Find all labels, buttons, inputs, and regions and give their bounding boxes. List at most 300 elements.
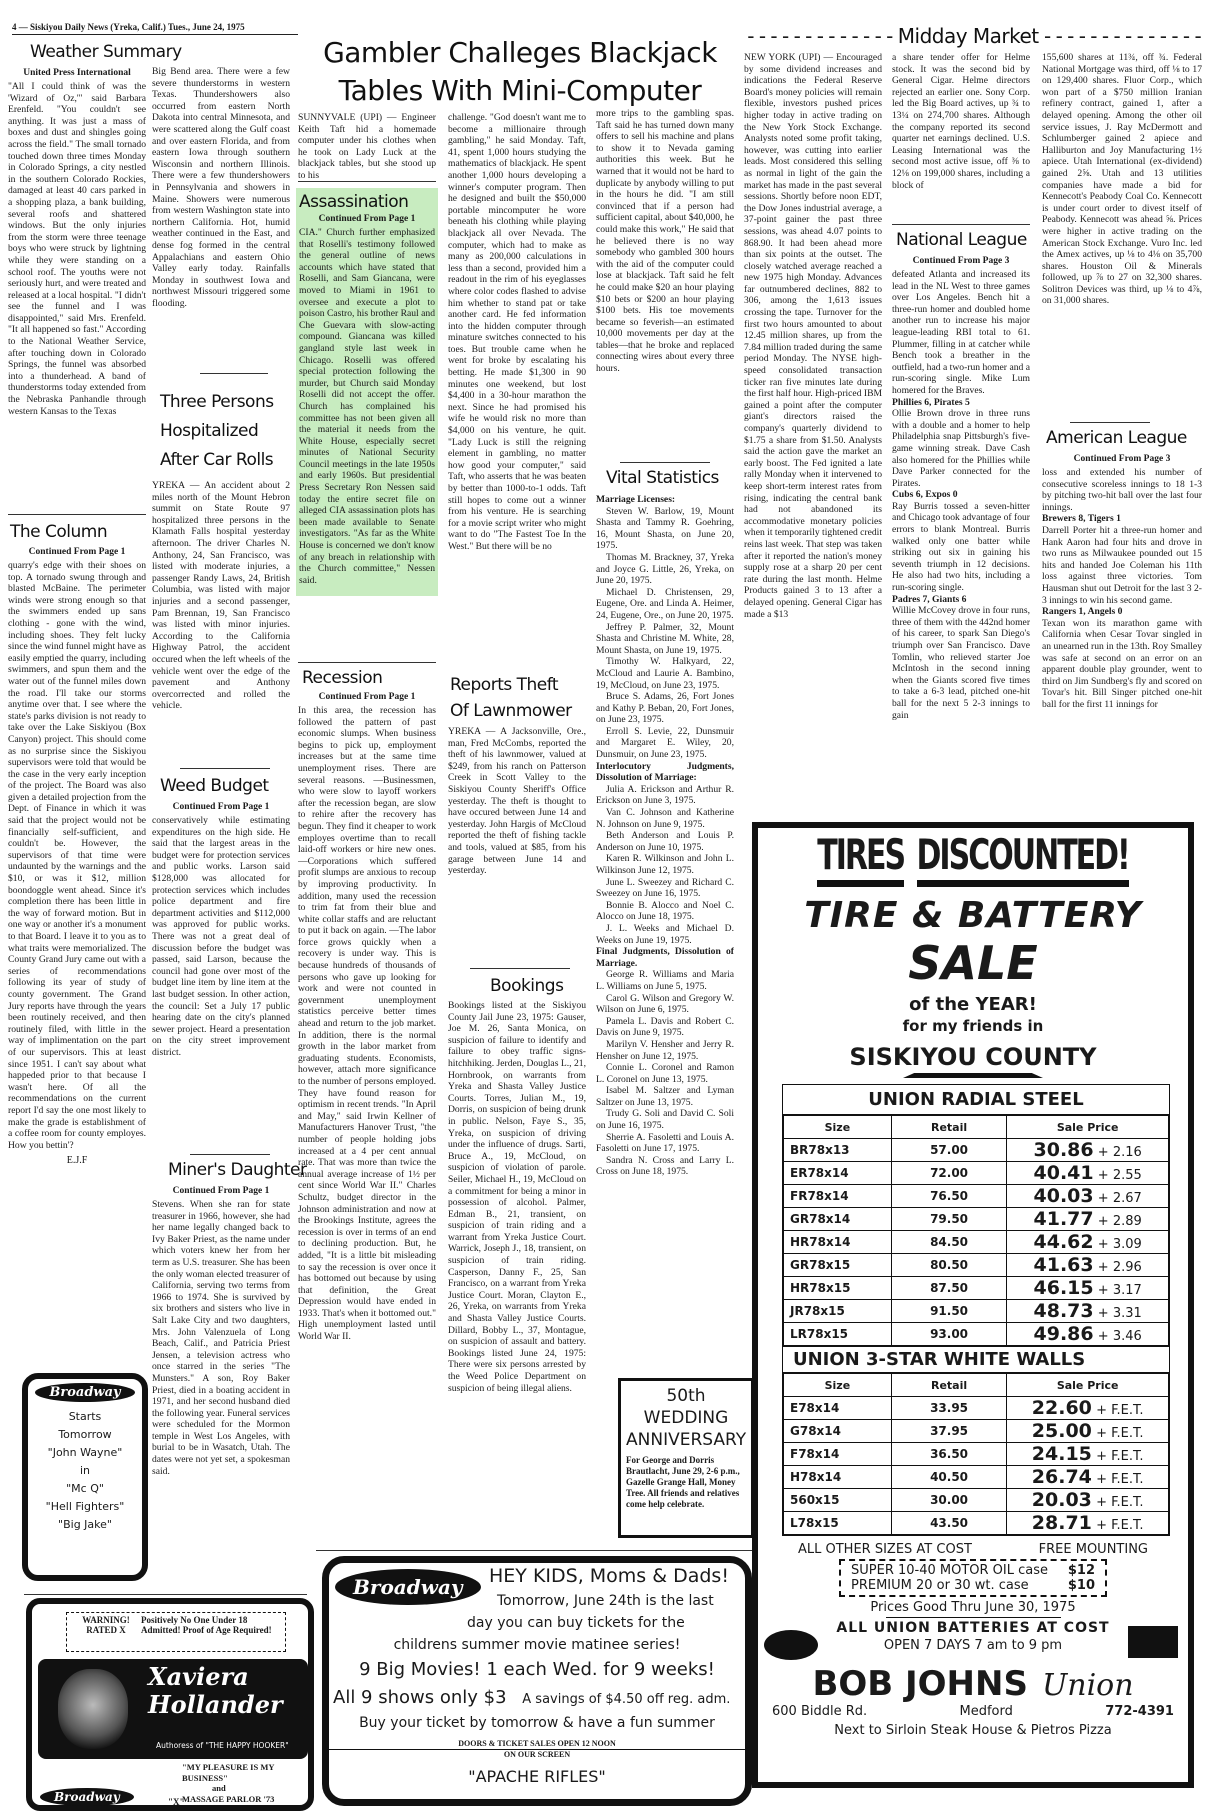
county-name: SISKIYOU COUNTY — [849, 1043, 1097, 1071]
star-tagline: Authoress of "THE HAPPY HOOKER" — [156, 1741, 289, 1750]
headline-line: After Car Rolls — [160, 450, 274, 470]
retail-price: 33.95 — [891, 1397, 1007, 1420]
tire-size: H78x14 — [784, 1466, 892, 1489]
rating-label: "X" — [168, 1797, 185, 1807]
tire-row — [784, 1277, 1169, 1300]
sale-price-cell — [1007, 1489, 1169, 1512]
vital-record: Erroll S. Levie, 22, Dunsmuir and Margaret E. Wiley, 20, Dunsmuir, on June 23, 1975. — [596, 725, 734, 761]
divider — [316, 1550, 752, 1551]
retail-price: 57.00 — [891, 1139, 1007, 1162]
retail-price: 76.50 — [891, 1185, 1007, 1208]
game-score: Rangers 1, Angels 0 — [1042, 606, 1123, 618]
recession-byline: Continued From Page 1 — [318, 692, 416, 702]
retail-price: 93.00 — [891, 1323, 1007, 1346]
vital-record: Sherrie A. Fasoletti and Louis A. Fasoletti on June 17, 1975. — [596, 1131, 734, 1155]
city: Medford — [959, 1704, 1013, 1719]
tire-size: 560x15 — [784, 1489, 892, 1512]
on-screen-label: ON OUR SCREEN — [329, 1749, 745, 1759]
oil-price: $12 — [1067, 1563, 1095, 1578]
tire-row — [784, 1162, 1169, 1185]
sale-subhead: of the YEAR! — [909, 994, 1037, 1015]
tire-battery-sale-ad — [752, 822, 1194, 1788]
vital-record: J. L. Weeks and Michael D. Weeks on June 19, 1975. — [596, 922, 734, 946]
retail-price: 36.50 — [891, 1443, 1007, 1466]
fet-amount: + F.E.T. — [1096, 1518, 1144, 1533]
final-judgment-list — [596, 969, 734, 1178]
tire-size: FR78x14 — [784, 1185, 892, 1208]
article-text: Stevens. When she ran for state treasurer in 1966, however, she had her name legally changed back to Ivy Baker Priest, as the name under which voters knew her from her term as U.S. treasurer. She has been the only woman elected treasurer of California, serving two terms from 1966 to 1974. She is survived by six brothers and sisters who live in Salt Lake City and two daughters, Mrs. John Valenzuela of Long Beach, Calif., and Patricia Priest Jensen, a television actress who once starred in the series "The Munsters." A son, Roy Baker Priest, died in a boating accident in 1971, and her second husband died the following year. Funeral services were scheduled for the Mormon temple in West Los Angeles, with burial to be in Wasatch, Utah. The dates were not yet set, a spokesman said. — [152, 1199, 290, 1477]
tire-size: GR78x15 — [784, 1254, 892, 1277]
article-text: Ollie Brown drove in three runs with a double and a homer to help Philadelphia snap Pittsburgh's five-game winning streak. Dave Cash also homered for the Phillies while Dave Parker connected for the Pirates. — [892, 408, 1030, 489]
article-text: YREKA — A Jacksonville, Ore., man, Fred McCombs, reported the theft of his lawnmower, valued at $249, from his ranch on Patterson Creek in Scott Valley to the Siskiyou County Sheriff's Office yesterday. The theft is thought to have occured between June 14 and yesterday. John Hargis of McCloud reported the theft of fishing tackle and tools, valued at $85, from his garage between June 14 and yesterday. — [448, 726, 586, 877]
national-league-byline: Continued From Page 3 — [912, 256, 1010, 266]
tire-size: GR78x14 — [784, 1208, 892, 1231]
weather-headline: Weather Summary — [30, 42, 182, 62]
divider — [470, 968, 570, 969]
article-text: Texan won its marathon game with California when Cesar Tovar singled in an unearned run in the 13th. Roy Smalley was safe at second on an error on an apparent double play grounder, went to third on Jim Sundberg's fly and scored on Tovar's hit. Bill Singer pitched one-hit ball for the first 11 innings for — [1042, 617, 1202, 710]
ad-line: Tomorrow — [58, 1428, 112, 1441]
article-text: Ray Burris tossed a seven-hitter and Chicago took advantage of four errors to blank Montreal. Burris walked only one batter while striking out six in gaining his seventh triumph in 12 decisions. He also had two hits, including a run-scoring single. — [892, 500, 1030, 594]
whitewall-price-table — [783, 1373, 1169, 1535]
gambler-lede — [298, 112, 436, 182]
ad-line: "Mc Q" — [66, 1482, 104, 1495]
prices-good-note: Prices Good Thru June 30, 1975 — [870, 1600, 1076, 1615]
recession-headline: Recession — [302, 668, 383, 688]
vital-record: Trudy G. Soli and David C. Soli on June 16, 1975. — [596, 1108, 734, 1132]
address: 600 Biddle Rd. — [772, 1704, 868, 1719]
anniversary-ad — [618, 1378, 754, 1538]
ad-line: Tomorrow, June 24th is the last — [497, 1593, 714, 1609]
anniversary-title — [626, 1385, 746, 1451]
game-score: Phillies 6, Pirates 5 — [892, 396, 970, 408]
article-text: Bookings listed at the Siskiyou County Jail June 23, 1975: Gauser, Joe M. 26, Santa Monica, on suspicion of failure to identify and failure to obey traffic signs-hitchhiking. Jerden, Douglas L., 21, Hornbrook, on warrants from Yreka and Shasta Valley Justice Courts. Torres, Julian M., 19, Dorris, on suspicion of being drunk in public. Nelson, Faye S., 35, Yreka, on suspicion of driving under the influence of drugs. Sarti, Bruce A., 19, McCloud, on suspicion of violation of parole. Seiler, Michael H., 19, McCloud on a commitment for being a minor in possession of alcohol. Palmer, Edman B., 21, transient, on suspicion of train riding and a warrant from Yreka Justice Court. Warrick, Joseph J., 18, transient, on suspicion of train riding. Casperson, Danny F., 25, San Francisco, on a warrant from Yreka Justice Court. Moran, Clayton E., 26, Yreka, on warrants from Yreka and Shasta Valley Justice Courts. Dillard, Bobby L., 37, Montague, on suspicion of assault and battery. Bookings listed June 24, 1975: There were six persons arrested by the Weed Police Department on suspicion of being illegal aliens. — [448, 1000, 586, 1394]
retail-price: 80.50 — [891, 1254, 1007, 1277]
sale-price: 44.62 — [1033, 1231, 1094, 1253]
sale-price-cell — [1007, 1323, 1169, 1346]
other-sizes-note: ALL OTHER SIZES AT COST — [798, 1542, 972, 1557]
article-text: defeated Atlanta and increased its lead in the NL West to three games over Los Angeles. Bench hit a three-run homer and doubled home another run to increase his major league-leading RBI total to 61. Plummer, filling in at catcher while Bench took a breather in the outfield, had a two-run homer and a run-scoring single. Mike Lum homered for the Braves. — [892, 269, 1030, 396]
sale-price-cell — [1007, 1254, 1169, 1277]
broadway-logo: Broadway — [35, 1383, 134, 1402]
banner-word: DISCOUNTED! — [917, 831, 1129, 887]
column-header: Sale Price — [1007, 1374, 1169, 1397]
mounting-note: FREE MOUNTING — [1038, 1542, 1148, 1557]
sale-price-cell — [1007, 1443, 1169, 1466]
broadway-logo-block — [335, 1569, 481, 1605]
national-league-headline: National League — [896, 230, 1027, 250]
article-text: YREKA — An accident about 2 miles north of the Mount Hebron summit on State Route 97 hospitalized three persons in the Klamath Falls hospital yesterday afternoon. The driver Charles N. Anthony, 24, San Francisco, was listed with moderate injuries, a passenger Randy Laws, 24, British Columbia, was listed with major injuries and a second passenger, Pam Brennan, 19, San Francisco was listed with minor injuries. According to the California Highway Patrol, the accident occured when the left wheels of the vehicle went over the edge of the pavement and Anthony overcorrected and rolled the vehicle. — [152, 480, 290, 712]
sale-price-cell — [1007, 1162, 1169, 1185]
dealer-name-row — [758, 1664, 1188, 1704]
sale-price: 28.71 — [1031, 1512, 1092, 1534]
divider — [298, 662, 436, 663]
miners-daughter-body — [152, 1184, 290, 1574]
feature-title: "APACHE RIFLES" — [468, 1767, 606, 1786]
weed-budget-byline: Continued From Page 1 — [172, 802, 270, 812]
divider — [892, 224, 1030, 225]
broadway-kids-ad — [322, 1556, 752, 1806]
gambler-col-3 — [596, 108, 734, 456]
column-header: Sale Price — [1007, 1116, 1169, 1139]
fet-amount: + F.E.T. — [1096, 1495, 1144, 1510]
tire-row — [784, 1489, 1169, 1512]
divider — [886, 1617, 1061, 1618]
headline-line: Tables With Mini-Computer — [338, 74, 702, 107]
fet-amount: + 3.17 — [1097, 1283, 1142, 1298]
portrait-photo — [58, 1669, 128, 1749]
sale-price-cell — [1007, 1466, 1169, 1489]
miners-daughter-headline: Miner's Daughter — [168, 1160, 307, 1180]
broadway-logo: Broadway — [40, 1788, 134, 1806]
american-league-byline: Continued From Page 3 — [1073, 454, 1171, 464]
headline-line: Gambler Challeges Blackjack — [323, 36, 717, 69]
sale-subhead: for my friends in — [902, 1017, 1044, 1035]
vital-record: Isabel M. Saltzer and Lyman Saltzer on June 13, 1975. — [596, 1085, 734, 1108]
national-league-body — [892, 254, 1030, 820]
star-name — [148, 1663, 283, 1719]
tire-size: BR78x13 — [784, 1139, 892, 1162]
tire-size: LR78x15 — [784, 1323, 892, 1346]
sale-price: 41.63 — [1033, 1254, 1094, 1276]
sale-price: 41.77 — [1033, 1208, 1094, 1230]
sale-price: 40.41 — [1033, 1162, 1094, 1184]
headline-line: Hospitalized — [160, 421, 259, 441]
market-col-1 — [744, 52, 882, 818]
broadway-john-wayne-ad — [22, 1373, 148, 1581]
article-text: In this area, the recession has followed the pattern of past economic slumps. When business begins to pick up, employment increases but at the same time unemployment rises. There are several reasons. —Businessmen, who were slow to layoff workers after the recession began, are slow to rehire after the recovery has begun. They find it cheaper to work employes overtime than to recall laid-off workers or hire new ones. —Corporations which suffered profit slumps are anxious to recoup by improving productivity. In addition, many used the recession to trim fat from their blue and white collar staffs and are reluctant to put it back on again. —The labor force grows quickly when a recovery is under way. This is because hundreds of thousands of persons who gave up looking for work and were not counted in government unemployment statistics perceive better times ahead and return to the job market. In addition, there is the normal growth in the labor market from graduating students. Economists, however, attach more significance to the number of persons employed. They have found reason for optimism in recent trends. "In April and May," said Irwin Kellner of Manufacturers Hanover Trust, "the number of people holding jobs increased at a 4 per cent annual rate. That was more than twice the annual average increase of 1½ per cent since World War II." Charles Schultz, budget director in the Johnson administration and now at the Brookings Institute, agrees the recession is over in terms of an end to declining production. But, he added, "It is a little bit misleading to say the recession is over once it has bottomed out because by using that definition, the Great Depression would have ended in 1933. That's when it bottomed out." High unemployment lasted until World War II. — [298, 705, 436, 1343]
tire-row — [784, 1323, 1169, 1346]
ad-line: "John Wayne" — [47, 1446, 123, 1459]
retail-price: 87.50 — [891, 1277, 1007, 1300]
gambler-headline — [300, 34, 740, 110]
retail-price: 30.00 — [891, 1489, 1007, 1512]
age-notice: Positively No One Under 18 Admitted! Proof of Age Required! — [141, 1615, 272, 1635]
vital-record: Bruce S. Adams, 26, Fort Jones and Kathy P. Beban, 20, Fort Jones, on June 23, 1975. — [596, 691, 734, 726]
recession-body — [298, 690, 436, 1580]
weather-byline: United Press International — [23, 68, 131, 78]
marriage-list — [596, 506, 734, 761]
vital-record: Bonnie B. Alocco and Noel C. Alocco on June 18, 1975. — [596, 899, 734, 923]
weed-budget-headline: Weed Budget — [160, 776, 269, 796]
sale-price: 48.73 — [1033, 1300, 1094, 1322]
radial-price-table — [783, 1115, 1169, 1346]
weather-col-1 — [8, 66, 146, 506]
column-header: Size — [784, 1116, 892, 1139]
article-text: 155,600 shares at 11¾, off ¾. Federal National Mortgage was third, off ⅛ to 17 on 129,400 shares. Fluor Corp., which won part of a $750 million Iranian refinery contract, gained 1, after a delayed opening. Among the other oil service issues, J. Ray McDermott and Schlumberger gained 2 apiece and Halliburton and Joy Manufacturing 1½ apiece. Utah International (ex-dividend) gained 2⅝. Utah and 13 utilities companies have made a bid for Kennecott's Peabody Coal Co. Kennecott is under court order to divest itself of Peabody. Kennecott was ahead ⅝. Prices were higher in active trading on the American Stock Exchange. Vuro Inc. led the Amex actives, up ⅛ to 4⅛ on 35,700 shares. Houston Oil & Minerals followed, up ⅞ to 27 on 32,300 shares. Solitron Devices was third, up ⅛ to 4⅞, on 31,000 shares. — [1042, 52, 1202, 307]
tire-row — [784, 1512, 1169, 1535]
tire-size: G78x14 — [784, 1420, 892, 1443]
article-text: CIA." Church further emphasized that Roselli's testimony followed the general outline of news accounts which have stated that Roselli, and Sam Giancana, were moved to Miami in 1961 to oversee and execute a plot to poison Castro, his brother Raul and Che Guevara with slow-acting compound. Giancana was killed gangland style last week in Chicago. Roselli was offered special protection following the murder, but Church said Monday Roselli did not accept the offer. Church has complained his committee has not been given all the material it needs from the White House, especially secret minutes of National Security Council meetings in the late 1950s and early 1960s. But presidential Press Secretary Ron Nessen said today the entire secret file on alleged CIA assassination plots has been made available to Senate investigators. "As far as the White House is concerned we don't know of any breach in relationship with the Church committee," Nessen said. — [299, 227, 435, 586]
retail-price: 84.50 — [891, 1231, 1007, 1254]
american-league-headline: American League — [1046, 428, 1187, 448]
vital-record: Jeffrey P. Palmer, 32, Mount Shasta and Christine M. White, 28, Mount Shasta, on June 19, 1975. — [596, 621, 734, 656]
doors-notice: DOORS & TICKET SALES OPEN 12 NOON — [458, 1739, 616, 1748]
theft-body — [448, 726, 586, 966]
ad-line: 50th — [666, 1386, 706, 1406]
batteries-note: ALL UNION BATTERIES AT COST — [836, 1620, 1110, 1636]
sale-price-cell — [1007, 1277, 1169, 1300]
signature: E.J.F — [66, 1155, 88, 1167]
fet-amount: + 2.67 — [1097, 1191, 1142, 1206]
photo-panel — [38, 1659, 308, 1759]
article-text: more trips to the gambling spas. Taft said he has turned down many offers to sell his machine and plans to show it to Nevada gaming authorities this week. But he warned that it would not be hard to duplicate by anybody willing to put in the hours he did. "I am still convinced that if a person had sufficient capital, about $40,000, he could make this work," He said that he believed there is no way somebody who gambled 300 hours with the aid of the computer could lose at blackjack. Taft said he felt he could make $20 an hour playing $10 bets or $200 an hour playing $100 bets. His toe movements became so feverish—an estimated 10,000 movements per day at the tables—that he broke and replaced connecting wires about every three hours. — [596, 108, 734, 375]
ad-line: in — [79, 1464, 91, 1477]
bookings-body — [448, 1000, 586, 1560]
fet-amount: + 2.55 — [1097, 1168, 1142, 1183]
sale-price-cell — [1007, 1139, 1169, 1162]
sale-price-cell — [1007, 1231, 1169, 1254]
fet-amount: + 2.89 — [1097, 1214, 1142, 1229]
vital-record: Connie L. Coronel and Ramon L. Coronel on June 13, 1975. — [596, 1062, 734, 1085]
tire-size: ER78x14 — [784, 1162, 892, 1185]
the-column-body — [8, 545, 146, 1365]
gambler-col-2 — [448, 112, 586, 664]
tire-size: HR78x15 — [784, 1277, 892, 1300]
theft-headline — [450, 672, 572, 724]
assassination-headline: Assassination — [299, 192, 409, 212]
tire-size: F78x14 — [784, 1443, 892, 1466]
sale-price-cell — [1007, 1397, 1169, 1420]
oil-label: SUPER 10-40 MOTOR OIL case — [851, 1563, 1049, 1578]
sale-price: 24.15 — [1031, 1443, 1092, 1465]
ad-line: Buy your ticket by tomorrow & have a fun summer — [359, 1715, 715, 1731]
article-text: conservatively while estimating expenditures on the high side. He said that the largest areas in the budget were for protection services and public works. Larson said $128,000 was allocated for protection services which includes police department and fire department activities and $112,000 was approved for public works. There was not a great deal of discussion before the budget was passed, said Larson, because the council had gone over most of the budget line item by line item at the last budget session. In other action, the council: Set a July 17 public hearing date on the city's planned sewer project. Heard a presentation on the city street improvement district. — [152, 815, 290, 1058]
sale-price: 25.00 — [1031, 1420, 1092, 1442]
motor-oil-box — [839, 1559, 1107, 1597]
ad-line: Starts — [68, 1410, 102, 1423]
sale-price-cell — [1007, 1208, 1169, 1231]
banner-word: TIRES — [817, 831, 904, 887]
fet-amount: + 3.46 — [1097, 1329, 1142, 1344]
anniversary-text: For George and Dorris Brautlacht, June 29, 2-6 p.m., Gazelle Grange Hall, Money Tree. All friends and relatives come help celebrate. — [626, 1455, 740, 1509]
fet-amount: + F.E.T. — [1096, 1449, 1144, 1464]
and-label: and — [212, 1783, 226, 1793]
sale-price: 30.86 — [1033, 1139, 1094, 1161]
tire-row — [784, 1300, 1169, 1323]
market-col-2 — [892, 52, 1030, 220]
column-header: Retail — [891, 1374, 1007, 1397]
ad-line: ANNIVERSARY — [626, 1430, 747, 1450]
car-rolls-body — [152, 480, 290, 760]
fet-amount: + F.E.T. — [1096, 1426, 1144, 1441]
sale-price: 22.60 — [1031, 1397, 1092, 1419]
sale-price-cell — [1007, 1512, 1169, 1535]
the-column-byline: Continued From Page 1 — [28, 547, 126, 557]
union-brand: Union — [1041, 1668, 1134, 1703]
vital-record: Carol G. Wilson and Gregory W. Wilson on June 6, 1975. — [596, 992, 734, 1016]
section-heading: Final Judgments, Dissolution of Marriage. — [596, 946, 734, 969]
assassination-article — [296, 188, 438, 596]
sale-price: 49.86 — [1033, 1323, 1094, 1345]
sale-price-cell — [1007, 1300, 1169, 1323]
market-heading-row: - - - - - - - - - - - - - Midday Market - - - - - - - - - - - - - - — [747, 24, 1201, 48]
the-column-headline: The Column — [10, 522, 108, 542]
column-header: Size — [784, 1374, 892, 1397]
vital-stats-body — [596, 494, 734, 1372]
weather-body-2: Big Bend area. There were a few severe thunderstorms in western Texas. Thundershowers also occurred from eastern North Dakota into central Minnesota, and were scattered along the Gulf coast and over eastern Florida, and from eastern Iowa through southern Wisconsin and northern Illinois. There were a few thundershowers in Pennsylvania and showers in Maine. Showers were numerous from western Washington state into northern California. Hot, humid weather continued in the East, and dense fog formed in the central Appalachians and eastern Ohio Valley early today. Rainfalls Monday in southwest Iowa and northwest Missouri triggered some flooding. — [152, 66, 290, 309]
interlocutory-list — [596, 784, 734, 946]
divider — [298, 181, 436, 182]
column-header: Retail — [891, 1116, 1007, 1139]
vital-record: George R. Williams and Maria L. Williams on June 5, 1975. — [596, 969, 734, 992]
tire-row — [784, 1231, 1169, 1254]
vital-stats-headline: Vital Statistics — [606, 468, 719, 488]
underline-bar — [903, 1073, 1043, 1078]
rated-x-warning — [66, 1612, 286, 1652]
retail-price: 79.50 — [891, 1208, 1007, 1231]
price-offer: All 9 shows only $3 — [333, 1687, 507, 1708]
article-text: quarry's edge with their shoes on top. A tornado swung through and blasted McBaine. The perimeter winds were strong enough so that the swimmers ended up sans clothing - gone with the wind, including shoes. They felt lucky since the wind funnel might have as easily emptied the quarry, including swimmers, and spun them and the water out of the funnel miles down the road. I'll take our storms anytime over that. I see where the state's parks division is not ready to take over the Lake Siskiyou (Box Canyon) project. This should come as no surprise since the Siskiyou supervisors were told that would be the case in the very early inception of the project. The Board was also given a detailed projection from the Dept. of Finance in which it was said that the project would not be financially self-sufficient, and couldn't be. However, the supervisors of that time were undaunted by the warnings and the $10, or was it $12, million boondoggle went ahead. Since it's completion there has been little in the way of forward motion. But in one way or another it's a monument to that Board. I leave it to you as to what traits were memorialized. The County Grand Jury came out with a series of recommendations following its year of study of county government. The Grand Jury reports have through the years been routinely received, and then routinely filed, with little in the way of implimentation on the part of our supervisors. This at least since 1951. I can't say about what happeded prior to that because I wasn't here. Of all the recommendations on the current report I'd say the one most likely to make the grade is establishment of a coffee room for county employes. How you bettin'? — [8, 560, 146, 1151]
location-note: Next to Sirloin Steak House & Pietros Pizza — [834, 1723, 1112, 1738]
tire-row — [784, 1466, 1169, 1489]
retail-price: 43.50 — [891, 1512, 1007, 1535]
oil-label: PREMIUM 20 or 30 wt. case — [851, 1578, 1029, 1593]
retail-price: 37.95 — [891, 1420, 1007, 1443]
miners-daughter-byline: Continued From Page 1 — [172, 1186, 270, 1196]
tire-row — [784, 1139, 1169, 1162]
divider — [24, 1594, 307, 1595]
tire-row — [784, 1185, 1169, 1208]
market-col-3 — [1042, 52, 1202, 412]
article-text: NEW YORK (UPI) — Encouraged by some dividend increases and indications the Federal Reserve Board's money policies will remain flexible, investors pushed prices higher today in active trading on the New York Stock Exchange. Analysts noted some profit taking, however, was cutting into earlier leads. Most considered this selling as normal in light of the gain the market has made in the past several sessions. Shortly before noon EDT, the Dow Jones industrial average, a 37-point gainer the past three sessions, was ahead 4.07 points to 868.90. It had been ahead more than six points at the outset. The closely watched average reached a new 1975 high Monday. Advances far outnumbered declines, 882 to 306, among the 1,613 issues crossing the tape. Turnover for the first two hours amounted to about 12.45 million shares, up from the 7.84 million traded during the same period Monday. The NYSE high-speed consolidated transaction ticker ran five minutes late during the first half hour. High-priced IBM gained a point after the computer giant's directors raised the company's quarterly dividend to $1.75 a share from $1.50. Analysts said the action gave the market an early boost. The Fed ignited a late rally Monday when it intervened to keep short-term interest rates from rising, indicating the central bank had not abandoned its accommodative monetary policies when it temporarily tightened credit reins last week. That step was taken after it reported the nation's money supply rose at a sharp 20 per cent rate during the last month. Helme Products gained 3 to 13 after a delayed opening. General Cigar has made a $13 — [744, 52, 882, 620]
dealer-name: BOB JOHNS — [812, 1664, 1028, 1704]
phone-number: 772-4391 — [1105, 1704, 1174, 1719]
headline-line: Three Persons — [160, 392, 274, 412]
bankamericard-logo-icon — [1128, 1626, 1178, 1658]
film-title: "MY PLEASURE IS MY BUSINESS" — [182, 1762, 275, 1783]
divider — [190, 1154, 270, 1155]
sale-headline: SALE — [908, 936, 1038, 990]
retail-price: 40.50 — [891, 1466, 1007, 1489]
vital-record: Thomas M. Brackney, 37, Yreka and Joyce G. Little, 26, Yreka, on June 20, 1975. — [596, 551, 734, 587]
ad-line: "Hell Fighters" — [45, 1500, 125, 1513]
sale-price: 46.15 — [1033, 1277, 1094, 1299]
section-heading: Marriage Licenses: — [596, 494, 676, 505]
assassination-byline: Continued From Page 1 — [318, 214, 416, 224]
radial-steel-table — [782, 1084, 1170, 1536]
sale-price-cell — [1007, 1420, 1169, 1443]
article-text: loss and extended his number of consecutive scoreless innings to 18 1-3 by pitching two-hit ball over the last four innings. — [1042, 467, 1202, 513]
sale-price-cell — [1007, 1185, 1169, 1208]
tires-discounted-banner — [758, 831, 1188, 880]
weather-col-2 — [152, 66, 290, 366]
sale-price: 40.03 — [1033, 1185, 1094, 1207]
savings-note: A savings of $4.50 off reg. adm. — [522, 1692, 731, 1707]
game-score: Brewers 8, Tigers 1 — [1042, 513, 1121, 525]
vital-record: Karen R. Wilkinson and John L. Wilkinson June 12, 1975. — [596, 853, 734, 876]
bookings-headline: Bookings — [490, 976, 564, 996]
market-headline: Midday Market — [897, 24, 1039, 48]
warning-label: WARNING! RATED X — [82, 1615, 130, 1635]
tire-row — [784, 1208, 1169, 1231]
vital-record: Julia A. Erickson and Arthur R. Erickson on June 3, 1975. — [596, 783, 734, 807]
ad-line: childrens summer movie matinee series! — [393, 1637, 681, 1653]
vital-record: Pamela L. Davis and Robert C. Davis on June 9, 1975. — [596, 1015, 734, 1039]
kids-headline: HEY KIDS, Moms & Dads! — [489, 1565, 729, 1587]
sale-price: 20.03 — [1031, 1489, 1092, 1511]
ad-line: day you can buy tickets for the — [467, 1615, 685, 1631]
fet-amount: + F.E.T. — [1096, 1472, 1144, 1487]
article-text: Willie McCovey drove in four runs, three of them with the 442nd homer of his career, to spark San Diego's triumph over San Francisco. Dave Tomlin, who relieved starter Joe McIntosh in the second inning when the Giants scored five times to take a 6-3 lead, pitched one-hit ball for the next 5 2-3 innings to gain — [892, 605, 1030, 721]
tire-row — [784, 1254, 1169, 1277]
article-text: SUNNYVALE (UPI) — Engineer Keith Taft hid a homemade computer under his clothes when he took on Lady Luck at the blackjack tables, but she stood up to his — [298, 112, 436, 181]
broadway-logo: Broadway — [335, 1569, 481, 1605]
address-row — [772, 1704, 1174, 1719]
divider — [8, 514, 146, 515]
tire-row — [784, 1397, 1169, 1420]
headline-line: Of Lawnmower — [450, 701, 572, 721]
divider — [180, 768, 270, 769]
xaviera-hollander-ad — [26, 1598, 314, 1811]
weed-budget-body — [152, 800, 290, 1140]
tire-size: L78x15 — [784, 1512, 892, 1535]
tire-row — [784, 1443, 1169, 1466]
vital-record: June L. Sweezey and Richard C. Sweezey on June 16, 1975. — [596, 876, 734, 900]
vital-record: Beth Anderson and Louis P. Anderson on June 10, 1975. — [596, 830, 734, 853]
ad-line: 9 Big Movies! 1 each Wed. for 9 weeks! — [359, 1659, 715, 1680]
headline-line: Reports Theft — [450, 675, 559, 695]
fet-amount: + 2.16 — [1097, 1145, 1142, 1160]
divider — [1070, 422, 1150, 423]
hours-row — [758, 1636, 1188, 1662]
game-score: Padres 7, Giants 6 — [892, 593, 967, 605]
retail-price: 72.00 — [891, 1162, 1007, 1185]
game-score: Cubs 6, Expos 0 — [892, 489, 958, 501]
table-title: UNION RADIAL STEEL — [783, 1085, 1169, 1115]
car-rolls-headline — [160, 388, 274, 475]
tire-size: JR78x15 — [784, 1300, 892, 1323]
vital-record: Van C. Johnson and Katherine N. Johnson on June 9, 1975. — [596, 807, 734, 830]
retail-price: 91.50 — [891, 1300, 1007, 1323]
master-charge-logo-icon — [764, 1630, 818, 1660]
ad-line: "Big Jake" — [58, 1518, 112, 1531]
divider — [620, 462, 710, 463]
extras-row — [798, 1542, 1148, 1557]
fet-amount: + 2.96 — [1097, 1260, 1142, 1275]
tire-size: E78x14 — [784, 1397, 892, 1420]
weather-body-1: "All I could think of was the 'Wizard of Oz,'" said Barbara Erenfeld. "You couldn't see anything. It was just a mass of boxes and dust and shingles going across the field." The small tornado touched down three times Monday in Colorado Springs, a city nestled in the southern Colorado Rockies, damaged at least 40 cars parked in a shopping plaza, a bank building, several roofs and shattered windows. But the only injuries from the storm were three teenage boys who were struck by lightning while they were standing on a school roof. The youths were not seriously hurt, and were treated and released at a local hospital. "I didn't see the funnel and I was disappointed," said Mrs. Erenfeld. "It all happened so fast." According to the National Weather Service, after touching down in Colorado Springs, the funnel was absorbed into a thunderhead. A band of thunderstorms today extended from the Nebraska Panhandle through western Kansas to the Texas — [8, 81, 146, 417]
star-first-name: Xaviera — [148, 1662, 249, 1691]
ad-line: WEDDING — [643, 1408, 729, 1428]
tire-row — [784, 1420, 1169, 1443]
divider — [200, 373, 268, 374]
oil-price: $10 — [1067, 1578, 1095, 1593]
star-last-name: Hollander — [148, 1690, 283, 1719]
article-text: a share tender offer for Helme stock. It was the second bid by General Cigar. Helme directors rejected an earlier one. Sony Corp. led the Big Board actives, up ¾ to 13¼ on 274,700 shares. Although the company reported its second quarter net earnings declined. U.S. Leasing International was the second most active issue, off ⅜ to 12⅛ on 199,000 shares, including a block of — [892, 52, 1030, 191]
american-league-body — [1042, 452, 1202, 818]
table-title: UNION 3-STAR WHITE WALLS — [783, 1346, 1169, 1373]
vital-record: Sandra N. Cross and Larry L. Cross on June 18, 1975. — [596, 1154, 734, 1178]
film-list — [182, 1762, 308, 1804]
hours-note: OPEN 7 DAYS 7 am to 9 pm — [883, 1638, 1063, 1653]
article-text: challenge. "God doesn't want me to become a millionaire through gambling," he said Monday. Taft, 41, spent 1,000 hours studying the mathematics of blackjack. He spent another 1,000 hours developing a winner's computer program. Then he designed and built the $50,000 portable mincomputer he wore beneath his clothing while playing blackjack all over Nevada. The computer, which had to make as many as 200,000 calculations in less than a second, provided him a readout in the rim of his eyeglasses where color codes flashed to advise him whether to stand pat or take another card. He fed information into the hidden computer through minature switches connected to his toes. But trouble came when he went for broke by escalating his betting. He made $1,300 in 90 minutes one weekend, but lost $4,400 in a 30-hour marathon the next. Since he had promised his wife he would risk no more than $4,000 on his venture, he quit. "Lady Luck is still the reigning element in gambling, no matter how good your computer," said Taft, who asserts that he was beaten by better than 1000-to-1 odds. Taft still hopes to come out a winner from his venture. He is searching for a movie script writer who might want to do "The Fastest Toe In the West." But there will be no — [448, 112, 586, 552]
vital-record: Steven W. Barlow, 19, Mount Shasta and Tammy R. Goehring, 16, Mount Shasta, on June 20, 1975. — [596, 505, 734, 552]
vital-record: Marilyn V. Hensher and Jerry R. Hensher on June 12, 1975. — [596, 1038, 734, 1062]
vital-record: Michael D. Christensen, 29, Eugene, Ore. and Linda A. Heimer, 24, Eugene, Ore., on June 20, 1975. — [596, 586, 734, 621]
page-folio: 4 — Siskiyou Daily News (Yreka, Calif.) Tues., June 24, 1975 — [12, 22, 298, 35]
fet-amount: + 3.31 — [1097, 1306, 1142, 1321]
section-heading: Interlocutory Judgments, Dissolution of Marriage: — [596, 760, 734, 784]
fet-amount: + 3.09 — [1097, 1237, 1142, 1252]
fet-amount: + F.E.T. — [1096, 1403, 1144, 1418]
sale-price: 26.74 — [1031, 1466, 1092, 1488]
article-text: Darrell Porter hit a three-run homer and Hank Aaron had four hits and drove in two runs as Milwaukee pounded out 15 hits and handed Joe Coleman his 11th loss against three victories. Tom Hausman shut out Detroit for the last 3 2-3 innings to win his second game. — [1042, 524, 1202, 606]
vital-record: Timothy W. Halkyard, 22, McCloud and Laurie A. Bambino, 19, McCloud, on June 23, 1975. — [596, 656, 734, 691]
film-title: MASSAGE PARLOR '73 — [182, 1793, 275, 1804]
tire-size: HR78x14 — [784, 1231, 892, 1254]
price-line — [333, 1687, 730, 1708]
tire-battery-headline: TIRE & BATTERY — [804, 895, 1142, 936]
